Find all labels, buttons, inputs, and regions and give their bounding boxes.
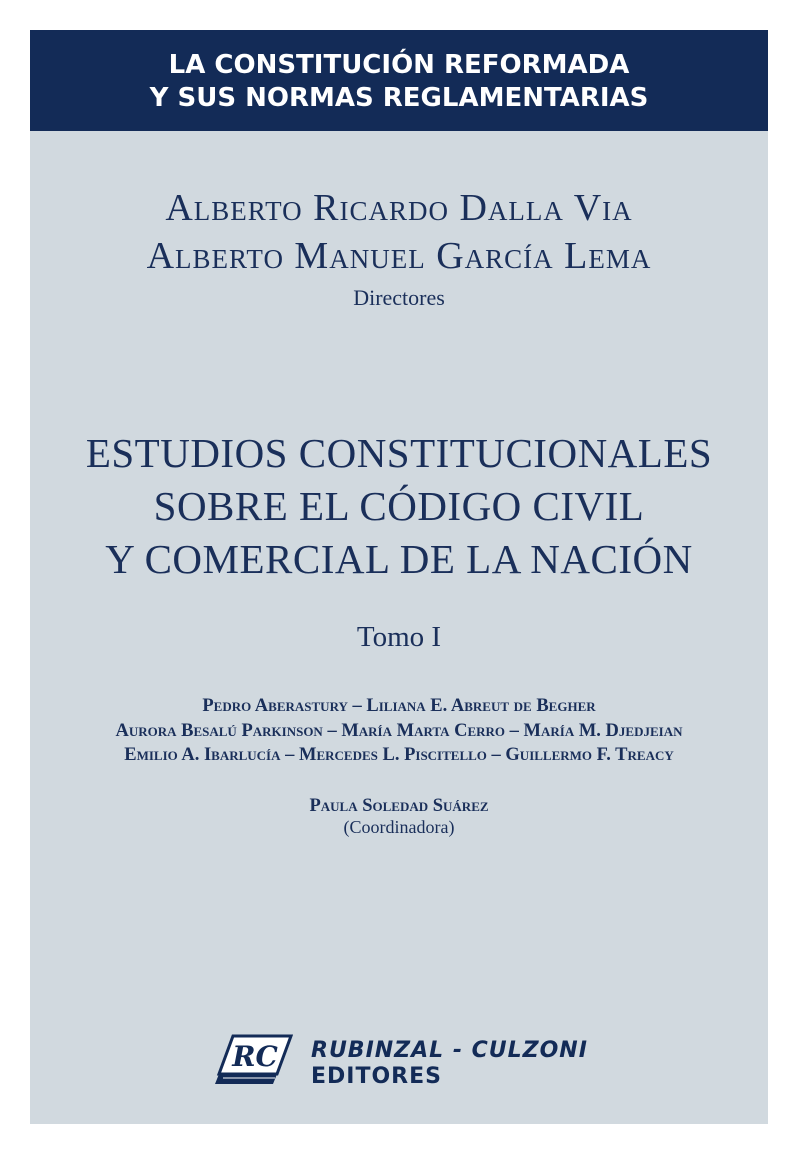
series-title-line-1: LA CONSTITUCIÓN REFORMADA xyxy=(168,50,630,80)
authors-line-1: Pedro Aberastury – Liliana E. Abreut de Begher xyxy=(202,696,596,716)
book-title-line-3: Y COMERCIAL DE LA NACIÓN xyxy=(105,536,693,582)
coordinator-role: (Coordinadora) xyxy=(343,817,455,837)
publisher-logo-icon xyxy=(215,1030,293,1088)
series-banner xyxy=(30,30,768,131)
book-title-line-2: SOBRE EL CÓDIGO CIVIL xyxy=(153,483,645,529)
director-name-1: Alberto Ricardo Dalla Via xyxy=(165,187,633,229)
publisher-block xyxy=(215,1030,595,1090)
volume-label: Tomo I xyxy=(356,621,442,653)
publisher-logo-letters: RC xyxy=(232,1040,278,1073)
authors-line-2: Aurora Besalú Parkinson – María Marta Cerro – María M. Djedjeian xyxy=(115,721,683,741)
authors-line-3: Emilio A. Ibarlucía – Mercedes L. Piscitello – Guillermo F. Treacy xyxy=(124,745,674,765)
series-title-line-2: Y SUS NORMAS REGLAMENTARIAS xyxy=(149,83,649,113)
directors-role: Directores xyxy=(353,285,445,310)
publisher-name: RUBINZAL - CULZONI xyxy=(311,1038,588,1063)
coordinator-name: Paula Soledad Suárez xyxy=(309,796,489,816)
publisher-subtitle: EDITORES xyxy=(311,1064,442,1089)
director-name-2: Alberto Manuel García Lema xyxy=(146,235,652,277)
book-title-line-1: ESTUDIOS CONSTITUCIONALES xyxy=(85,430,713,476)
